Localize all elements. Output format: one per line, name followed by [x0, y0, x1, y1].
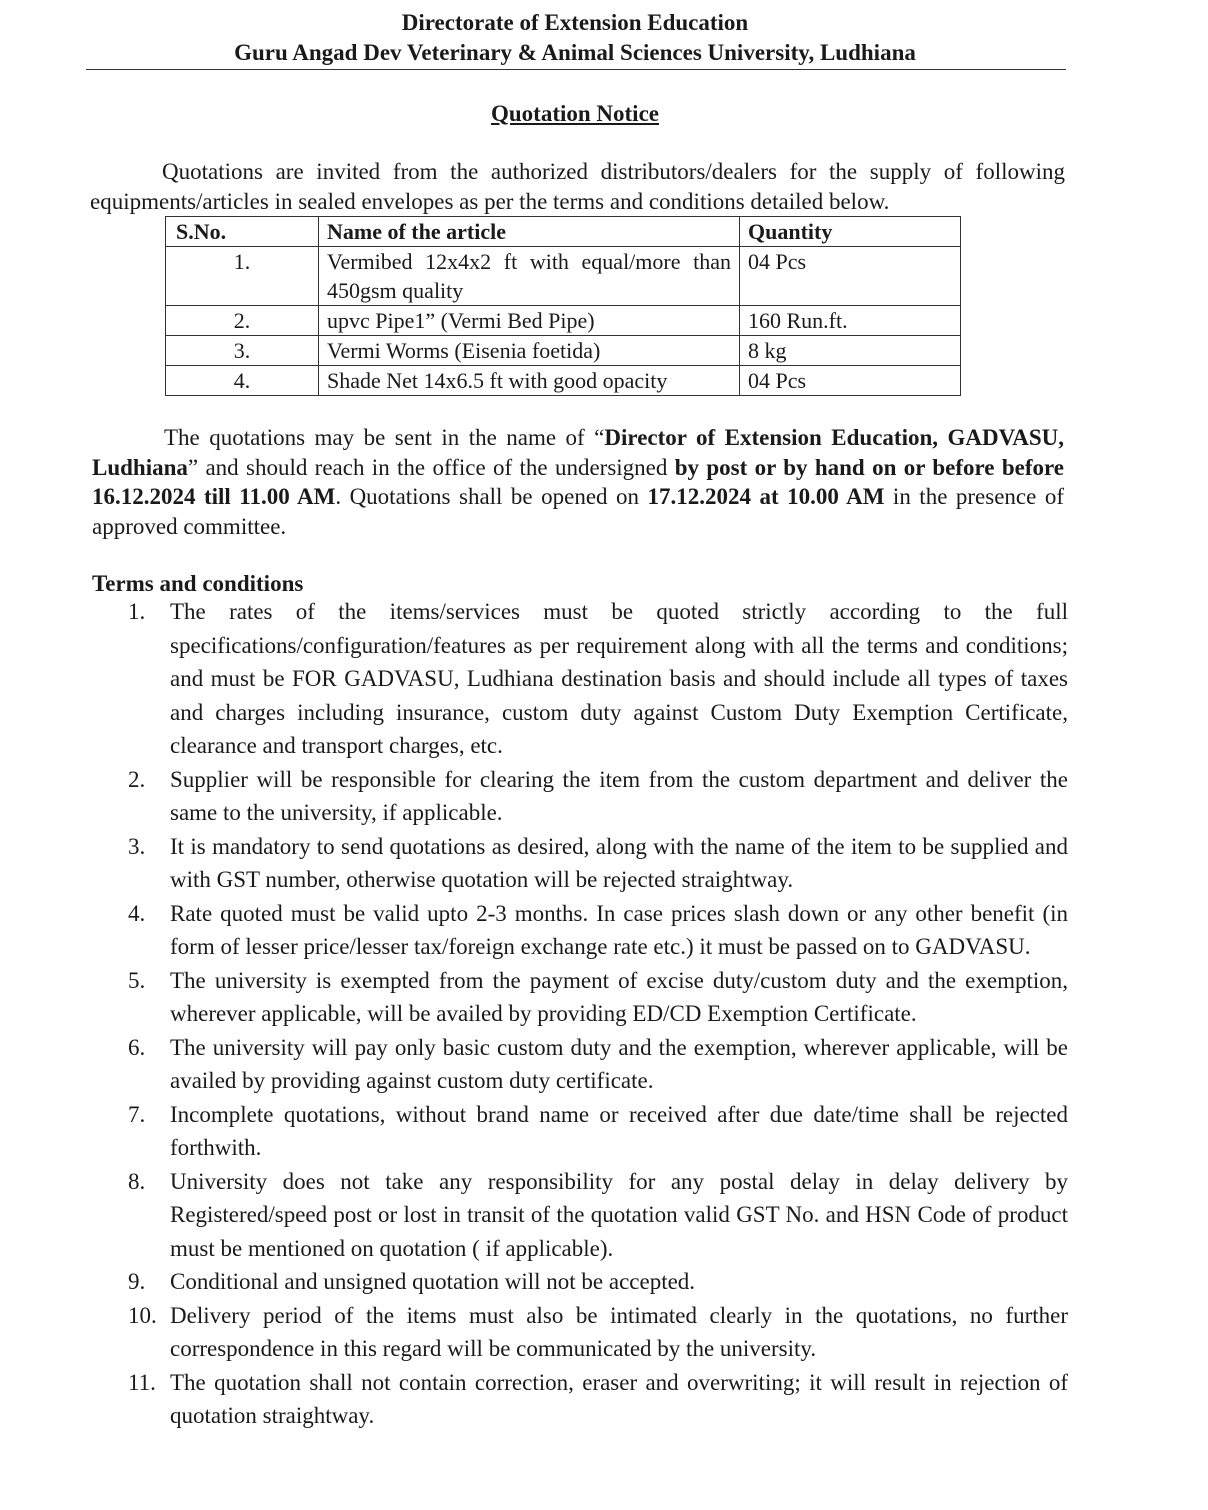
header-sno: S.No.: [166, 217, 319, 247]
list-item: [0, 1098, 1068, 1165]
submission-text-3: . Quotations shall be opened on: [335, 484, 648, 509]
intro-text: Quotations are invited from the authorized distributors/dealers for the supply of following equipments/articles in sealed envelopes as per the terms and conditions detailed below.: [90, 159, 1065, 214]
term-text: The quotation shall not contain correction, eraser and overwriting; it will result in rejection of quotation straightway.: [170, 1369, 1068, 1428]
term-number: 2.: [128, 766, 146, 792]
term-text: The rates of the items/services must be quoted strictly according to the full specifications/configuration/features as per requirement along with all the terms and conditions; and must be FOR GADVASU, Ludhiana destination basis and should include all types of taxes and charges including insurance, custom duty against Custom Duty Exemption Certificate, clearance and transport charges, etc.: [170, 599, 1068, 758]
table-header-row: [166, 217, 961, 247]
header-article: Name of the article: [319, 217, 740, 247]
term-text: It is mandatory to send quotations as desired, along with the name of the item to be supplied and with GST number, otherwise quotation will be rejected straightway.: [170, 833, 1068, 892]
cell-sno: 4.: [166, 366, 319, 396]
cell-quantity: 160 Run.ft.: [740, 306, 961, 336]
term-number: 4.: [128, 900, 146, 926]
cell-article: Vermi Worms (Eisenia foetida): [319, 336, 740, 366]
term-number: 5.: [128, 967, 146, 993]
list-item: [0, 1366, 1068, 1433]
cell-quantity: 04 Pcs: [740, 247, 961, 306]
term-number: 9.: [128, 1269, 146, 1294]
addressee-name: Director of Extension Education, GADVASU, Ludhiana: [92, 425, 1065, 480]
terms-heading: Terms and conditions: [92, 571, 304, 596]
list-item: [0, 964, 1068, 1031]
header-rule: [86, 69, 1066, 70]
header-quantity: Quantity: [740, 217, 961, 247]
term-text: The university will pay only basic custom duty and the exemption, wherever applicable, will be availed by providing against custom duty certificate.: [170, 1034, 1068, 1093]
list-item: [0, 830, 1068, 897]
term-text: Delivery period of the items must also be intimated clearly in the quotations, no further correspondence in this regard will be communicated by the university.: [170, 1302, 1068, 1361]
table-row: [166, 366, 961, 396]
table-row: [166, 336, 961, 366]
term-number: 10.: [128, 1302, 157, 1328]
term-text: Incomplete quotations, without brand name or received after due date/time shall be rejected forthwith.: [170, 1101, 1068, 1160]
cell-quantity: 8 kg: [740, 336, 961, 366]
deadline-text: by post or by hand on or before before 16.12.2024 till 11.00 AM: [92, 454, 1064, 509]
term-number: 11.: [128, 1369, 156, 1395]
cell-article: Shade Net 14x6.5 ft with good opacity: [319, 366, 740, 396]
list-item: [0, 1165, 1068, 1266]
list-item: [0, 1265, 1068, 1299]
table-row: [166, 247, 961, 306]
articles-table: [165, 216, 961, 396]
term-text: University does not take any responsibility for any postal delay in delay delivery by Registered/speed post or lost in transit of the quotation valid GST No. and HSN Code of product must be mentioned on quotation ( if applicable).: [170, 1168, 1068, 1261]
submission-text-2: ” and should reach in the office of the undersigned: [187, 454, 675, 480]
term-number: 1.: [128, 599, 146, 624]
term-number: 6.: [128, 1034, 146, 1060]
term-number: 8.: [128, 1168, 146, 1194]
list-item: [0, 1299, 1068, 1366]
university-heading: Guru Angad Dev Veterinary & Animal Sciences University, Ludhiana: [234, 40, 916, 65]
submission-text-4: in the presence of approved committee.: [92, 484, 1064, 539]
table-row: [166, 306, 961, 336]
opening-datetime: 17.12.2024 at 10.00 AM: [647, 484, 885, 509]
list-item: [0, 1031, 1068, 1098]
submission-paragraph: [92, 423, 1064, 541]
list-item: [0, 595, 1068, 763]
intro-paragraph: [90, 157, 1065, 217]
submission-text-1: The quotations may be sent in the name of “: [164, 425, 605, 450]
term-text: The university is exempted from the payment of excise duty/custom duty and the exemption, wherever applicable, will be availed by providing ED/CD Exemption Certificate.: [170, 967, 1068, 1026]
term-number: 3.: [128, 833, 146, 859]
cell-article: Vermibed 12x4x2 ft with equal/more than 450gsm quality: [319, 247, 740, 306]
term-text: Rate quoted must be valid upto 2-3 months. In case prices slash down or any other benefit (in form of lesser price/lesser tax/foreign exchange rate etc.) it must be passed on to GADVASU.: [170, 900, 1068, 959]
terms-list: [0, 595, 1068, 1433]
cell-quantity: 04 Pcs: [740, 366, 961, 396]
list-item: [0, 763, 1068, 830]
cell-sno: 1.: [166, 247, 319, 306]
cell-article: upvc Pipe1” (Vermi Bed Pipe): [319, 306, 740, 336]
directorate-heading: Directorate of Extension Education: [401, 10, 749, 35]
cell-sno: 3.: [166, 336, 319, 366]
term-text: Supplier will be responsible for clearing the item from the custom department and deliver the same to the university, if applicable.: [170, 766, 1068, 825]
term-number: 7.: [128, 1101, 146, 1127]
list-item: [0, 897, 1068, 964]
cell-sno: 2.: [166, 306, 319, 336]
notice-title: Quotation Notice: [490, 101, 659, 126]
term-text: Conditional and unsigned quotation will not be accepted.: [170, 1269, 696, 1294]
